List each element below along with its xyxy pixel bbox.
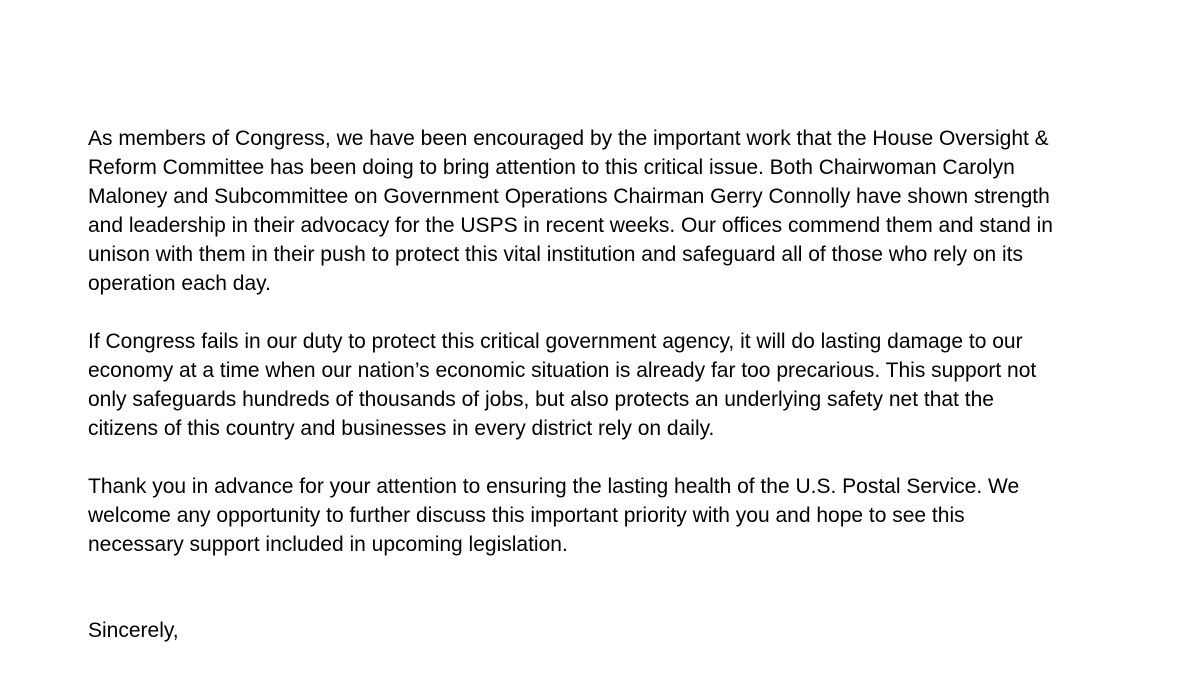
paragraph-line: economy at a time when our nation’s economic situation is already far too precarious. This support not — [88, 359, 1037, 382]
paragraph-line: necessary support included in upcoming legislation. — [88, 533, 568, 556]
paragraph-line: citizens of this country and businesses in every district rely on daily. — [88, 417, 715, 440]
paragraph-line: Thank you in advance for your attention to ensuring the lasting health of the U.S. Postal Service. We — [88, 475, 1020, 498]
letter-closing: Sincerely, — [88, 619, 179, 642]
letter-body — [88, 124, 1128, 559]
paragraph-line: welcome any opportunity to further discuss this important priority with you and hope to see this — [88, 504, 965, 527]
paragraph-line: As members of Congress, we have been encouraged by the important work that the House Oversight & — [88, 127, 1049, 150]
paragraph-line: Maloney and Subcommittee on Government Operations Chairman Gerry Connolly have shown strength — [88, 185, 1050, 208]
paragraph-line: If Congress fails in our duty to protect this critical government agency, it will do lasting damage to our — [88, 330, 1023, 353]
paragraph-congress-committee — [88, 124, 1128, 298]
paragraph-thank-you — [88, 472, 1128, 559]
paragraph-line: unison with them in their push to protect this vital institution and safeguard all of those who rely on its — [88, 243, 1024, 266]
paragraph-line: Reform Committee has been doing to bring attention to this critical issue. Both Chairwoman Carolyn — [88, 156, 1015, 179]
paragraph-line: and leadership in their advocacy for the USPS in recent weeks. Our offices commend them and stand in — [88, 214, 1053, 237]
paragraph-line: operation each day. — [88, 272, 271, 295]
paragraph-line: only safeguards hundreds of thousands of jobs, but also protects an underlying safety net that the — [88, 388, 994, 411]
paragraph-economic-impact — [88, 327, 1128, 443]
